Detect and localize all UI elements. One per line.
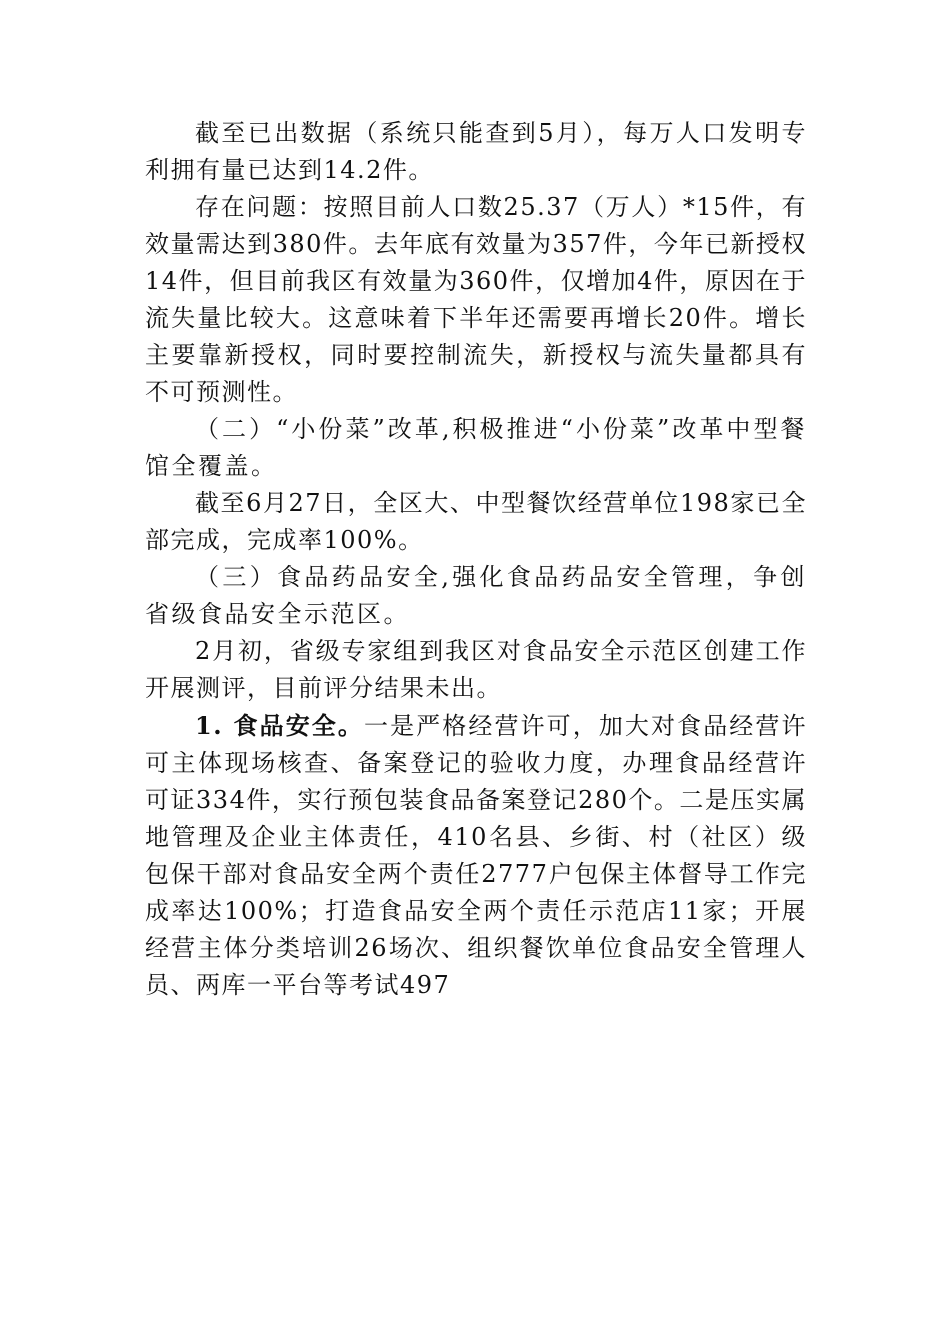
paragraph-patent-problems: 存在问题：按照目前人口数25.37（万人）*15件，有效量需达到380件。去年底有效量为357件，今年已新授权14件，但目前我区有效量为360件，仅增加4件，原因在于流失量比较大。这意味着下半年还需要再增长20件。增长主要靠新授权，同时要控制流失，新授权与流失量都具有不可预测性。 [145, 193, 807, 406]
section-heading-small-dish-reform: （二）“小份菜”改革,积极推进“小份菜”改革中型餐馆全覆盖。 [145, 415, 807, 480]
paragraph-expert-evaluation: 2月初，省级专家组到我区对食品安全示范区创建工作开展测评，目前评分结果未出。 [145, 637, 807, 702]
paragraph-food-safety [145, 707, 807, 1004]
paragraph-small-dish-progress: 截至6月27日，全区大、中型餐饮经营单位198家已全部完成，完成率100%。 [145, 489, 807, 554]
paragraph-food-safety-lead: 1. 食品安全。 [195, 711, 364, 740]
paragraph-patent-data: 截至已出数据（系统只能查到5月），每万人口发明专利拥有量已达到14.2件。 [145, 119, 807, 184]
paragraph-food-safety-body: 一是严格经营许可，加大对食品经营许可主体现场核查、备案登记的验收力度，办理食品经营许可证334件，实行预包装食品备案登记280个。二是压实属地管理及企业主体责任，410名县、乡街、村（社区）级包保干部对食品安全两个责任2777户包保主体督导工作完成率达100%；打造食品安全两个责任示范店11家；开展经营主体分类培训26场次、组织餐饮单位食品安全管理人员、两库一平台等考试497 [145, 712, 807, 999]
document-body [145, 115, 807, 1004]
section-heading-food-drug-safety: （三）食品药品安全,强化食品药品安全管理，争创省级食品安全示范区。 [145, 563, 807, 628]
